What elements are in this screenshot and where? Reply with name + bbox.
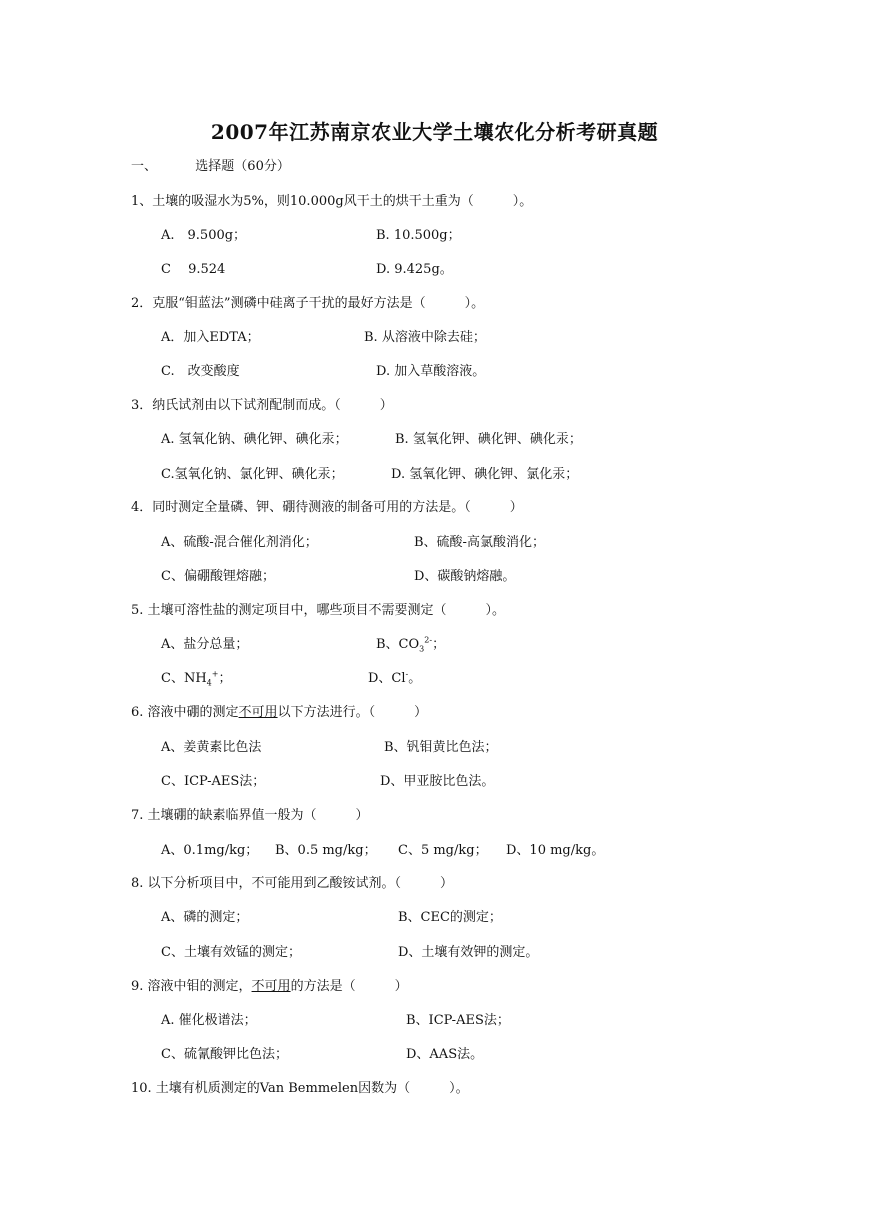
question-5-option-a: A、盐分总量；	[161, 637, 249, 652]
question-8-option-d: D、土壤有效钾的测定。	[398, 945, 539, 960]
question-3-option-d: D. 氢氧化钾、碘化钾、氯化汞；	[391, 467, 579, 482]
question-6-option-c: C、ICP-AES法；	[161, 774, 266, 789]
question-10-stem: 10. 土壤有机质测定的Van Bemmelen因数为（ ）。	[131, 1081, 469, 1096]
question-1-option-b: B. 10.500g；	[376, 228, 461, 243]
question-1-stem: 1、土壤的吸湿水为5%，则10.000g风干土的烘干土重为（ ）。	[131, 194, 533, 209]
question-4-option-a: A、硫酸-混合催化剂消化；	[161, 535, 318, 550]
question-8-option-b: B、CEC的测定；	[398, 910, 502, 925]
page-title: 2007年江苏南京农业大学土壤农化分析考研真题	[210, 120, 659, 144]
question-3-option-c: C.氢氧化钠、氯化钾、碘化汞；	[161, 467, 344, 482]
question-2-stem: 2．克服“钼蓝法”测磷中硅离子干扰的最好方法是（ ）。	[131, 296, 485, 311]
question-5-option-c: C、$NH_4^+$；	[161, 669, 232, 688]
underlined-not-usable: 不可用	[238, 705, 278, 720]
question-9-stem: 9. 溶液中钼的测定，不可用的方法是（ ）	[131, 979, 408, 994]
question-8-option-a: A、磷的测定；	[161, 910, 249, 925]
question-9-option-a: A. 催化极谱法；	[161, 1013, 257, 1028]
section-number: 一、	[131, 159, 158, 174]
question-6-stem: 6. 溶液中硼的测定不可用以下方法进行。（ ）	[131, 705, 428, 720]
question-2-option-d: D. 加入草酸溶液。	[376, 364, 486, 379]
question-9-option-d: D、AAS法。	[406, 1047, 484, 1062]
question-4-stem: 4．同时测定全量磷、钾、硼待测液的制备可用的方法是。（ ）	[131, 500, 523, 515]
question-5-option-d: D、Cl-。	[368, 669, 422, 686]
section-heading	[131, 158, 290, 176]
question-9-option-c: C、硫氰酸钾比色法；	[161, 1047, 288, 1062]
question-3-stem: 3．纳氏试剂由以下试剂配制而成。（ ）	[131, 398, 393, 413]
question-1-option-a: A. 9.500g；	[161, 228, 247, 243]
question-7-option-a: A、0.1mg/kg；	[161, 843, 259, 858]
question-1-option-d: D. 9.425g。	[376, 262, 453, 277]
question-2-option-b: B. 从溶液中除去硅；	[364, 330, 486, 345]
question-7-option-c: C、5 mg/kg；	[398, 843, 488, 858]
question-8-stem: 8. 以下分析项目中，不可能用到乙酸铵试剂。（ ）	[131, 876, 454, 891]
question-3-option-a: A. 氢氧化钠、碘化钾、碘化汞；	[161, 432, 348, 447]
question-7-option-b: B、0.5 mg/kg；	[275, 843, 377, 858]
question-4-option-b: B、硫酸-高氯酸消化；	[414, 535, 545, 550]
question-5-option-b: B、$CO_3^{2-}$；	[376, 635, 446, 654]
section-text: 选择题（60分）	[195, 159, 290, 174]
question-3-option-b: B. 氢氧化钾、碘化钾、碘化汞；	[395, 432, 582, 447]
question-4-option-c: C、偏硼酸锂熔融；	[161, 569, 275, 584]
question-7-stem: 7. 土壤硼的缺素临界值一般为（ ）	[131, 808, 369, 823]
question-6-option-b: B、钒钼黄比色法；	[384, 740, 498, 755]
question-9-option-b: B、ICP-AES法；	[406, 1013, 510, 1028]
question-7-option-d: D、10 mg/kg。	[506, 843, 605, 858]
underlined-not-usable: 不可用	[251, 979, 291, 994]
question-4-option-d: D、碳酸钠熔融。	[414, 569, 516, 584]
question-6-option-d: D、甲亚胺比色法。	[380, 774, 495, 789]
question-2-option-a: A．加入EDTA；	[161, 330, 260, 345]
question-8-option-c: C、土壤有效锰的测定；	[161, 945, 301, 960]
question-2-option-c: C. 改变酸度	[161, 364, 240, 379]
question-1-option-c: C 9.524	[161, 262, 226, 277]
question-5-stem: 5. 土壤可溶性盐的测定项目中，哪些项目不需要测定（ ）。	[131, 603, 506, 618]
question-6-option-a: A、姜黄素比色法	[161, 740, 262, 755]
